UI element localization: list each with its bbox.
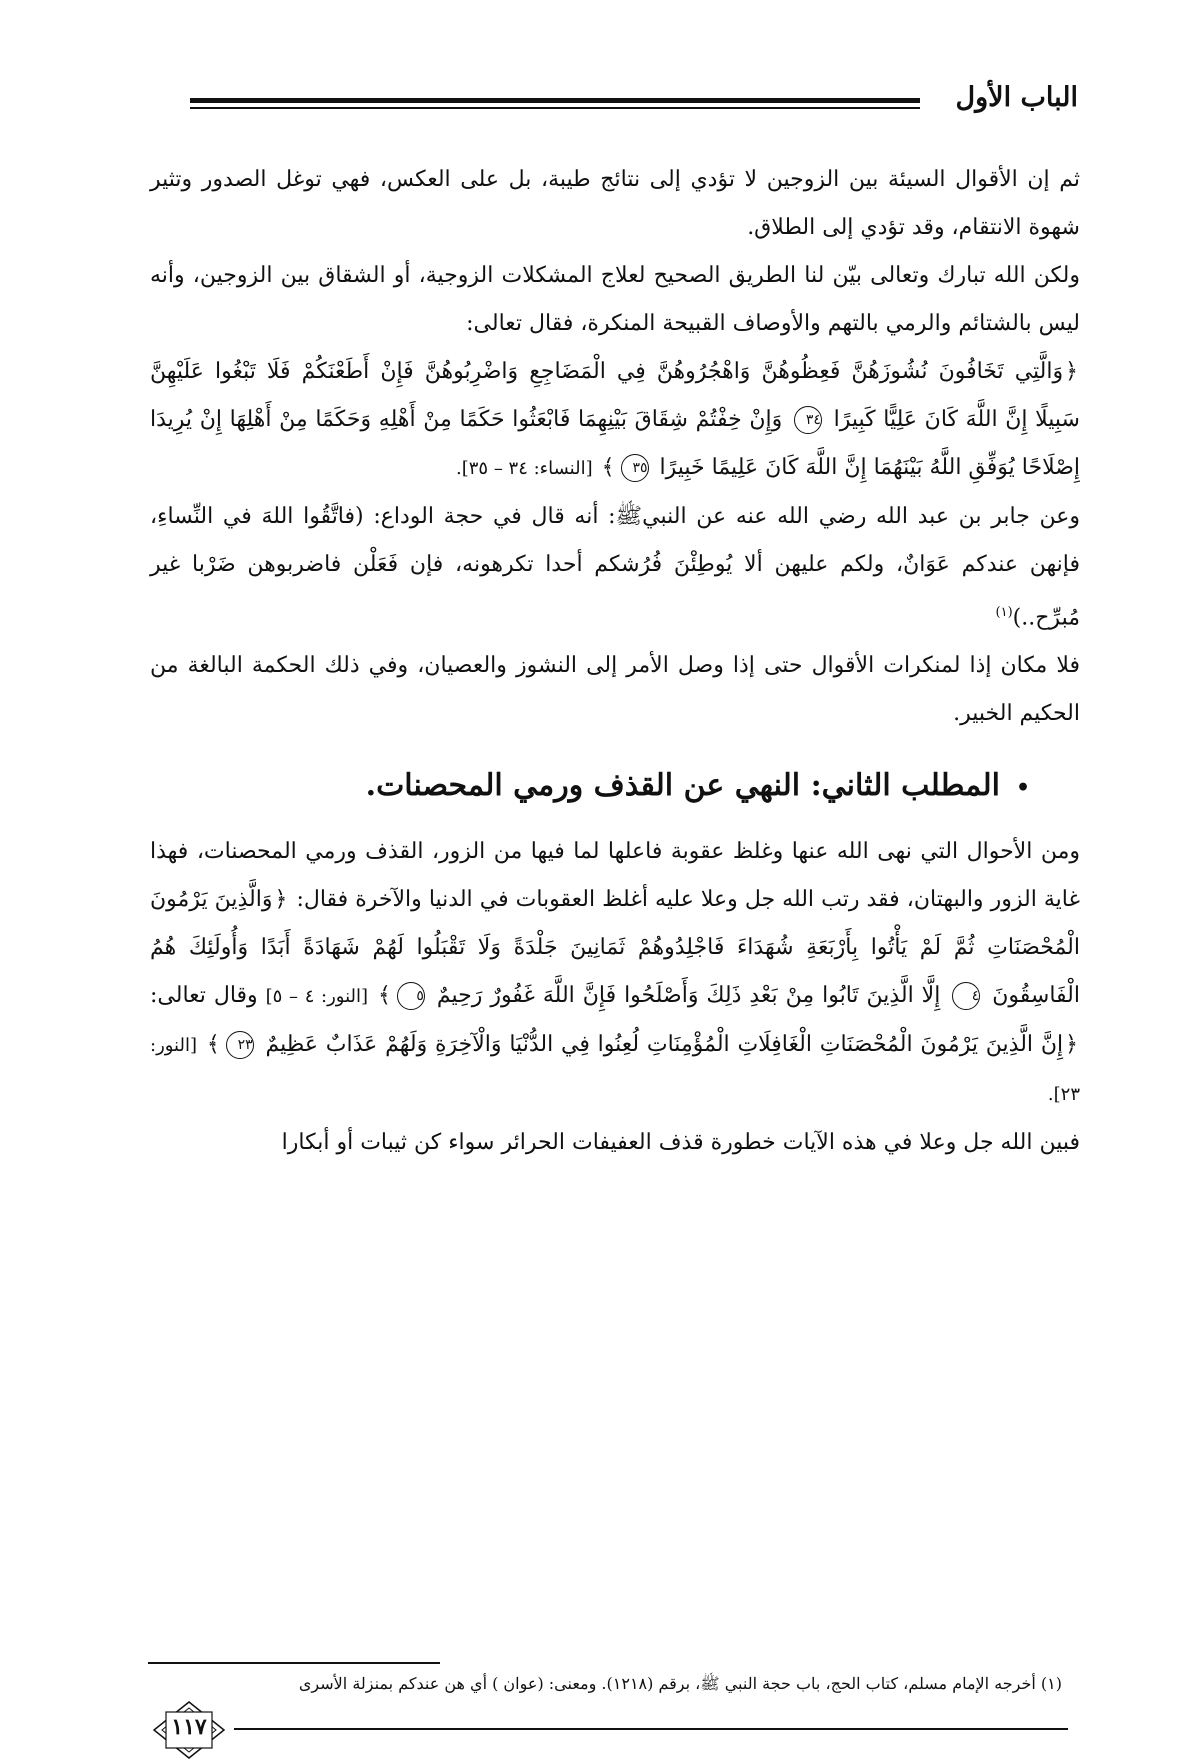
ornate-bracket-close: ﴾ xyxy=(206,1032,220,1058)
main-text xyxy=(150,156,1080,1167)
paragraph-text: وقال تعالى: xyxy=(150,983,258,1009)
verse-number-badge: ٣٥ xyxy=(621,454,649,482)
header-rule-thick xyxy=(190,98,920,103)
paragraph-text: ومن الأحوال التي نهى الله عنها وغلظ عقوبة فاعلها لما فيها من الزور، القذف ورمي المحصنات، فهذا غاية الزور والبهتان، فقد رتب الله جل وعلا عليه أغلظ العقوبات في الدنيا والآخرة فقال: xyxy=(150,839,1080,913)
paragraph xyxy=(150,828,1080,1119)
paragraph: فلا مكان إذا لمنكرات الأقوال حتى إذا وصل الأمر إلى النشوز والعصيان، وفي ذلك الحكمة البالغة من الحكيم الخبير. xyxy=(150,653,1080,727)
header-rule-thin xyxy=(190,107,920,109)
chapter-title: الباب الأول xyxy=(955,82,1078,113)
quran-verse-block xyxy=(150,348,1080,493)
verse-text: وَالَّذِينَ يَرْمُونَ الْمُحْصَنَاتِ ثُمَّ لَمْ يَأْتُوا بِأَرْبَعَةِ شُهَدَاءَ فَاجْلِدُوهُمْ ثَمَانِينَ جَلْدَةً وَلَا تَقْبَلُوا لَهُمْ شَهَادَةً أَبَدًا وَأُولَئِكَ هُمُ الْفَاسِقُونَ xyxy=(150,887,1080,1009)
verse-text: إِنَّ الَّذِينَ يَرْمُونَ الْمُحْصَنَاتِ الْغَافِلَاتِ الْمُؤْمِنَاتِ لُعِنُوا فِي الدُّنْيَا وَالْآخِرَةِ وَلَهُمْ عَذَابٌ عَظِيمٌ xyxy=(265,1032,1064,1058)
paragraph: فبين الله جل وعلا في هذه الآيات خطورة قذف العفيفات الحرائر سواء كن ثيبات أو أبكارا xyxy=(281,1130,1080,1156)
verse-text: وَإِنْ خِفْتُمْ شِقَاقَ بَيْنِهِمَا فَابْعَثُوا حَكَمًا مِنْ أَهْلِهِ وَحَكَمًا مِنْ أَهْلِهَا إِنْ يُرِيدَا إِصْلَاحًا يُوَفِّقِ اللَّهُ بَيْنَهُمَا إِنَّ اللَّهَ كَانَ عَلِيمًا خَبِيرًا xyxy=(150,407,1080,480)
verse-number-badge: ٥ xyxy=(397,982,425,1010)
hadith-text: وعن جابر بن عبد الله رضي الله عنه عن النبيﷺ: أنه قال في حجة الوداع: (فاتَّقُوا اللهَ في النِّساءِ، فإنهن عندكم عَوَانٌ، ولكم عليهن ألا يُوطِئْنَ فُرُشكم أحدا تكرهونه، فإن فَعَلْن فاضربوهن ضَرْبا غير مُبرِّح..) xyxy=(150,504,1080,631)
bullet-icon: • xyxy=(1015,775,1030,802)
page-footer xyxy=(152,1700,1068,1760)
footnote-marker: (١) xyxy=(995,605,1013,620)
verse-reference: [النور: ٢٣]. xyxy=(150,1035,1080,1106)
verse-reference: [النور: ٤ – ٥] xyxy=(265,986,369,1008)
verse-number-badge: ٢٣ xyxy=(226,1031,254,1059)
paragraph: ولكن الله تبارك وتعالى بيّن لنا الطريق الصحيح لعلاج المشكلات الزوجية، أو الشقاق بين الزوجين، وأنه ليس بالشتائم والرمي بالتهم والأوصاف القبيحة المنكرة، فقال تعالى: xyxy=(150,263,1080,336)
section-heading xyxy=(150,764,1080,810)
verse-number-badge: ٣٤ xyxy=(794,406,822,434)
paragraph xyxy=(150,493,1080,642)
paragraph: ثم إن الأقوال السيئة بين الزوجين لا تؤدي إلى نتائج طيبة، بل على العكس، فهي توغل الصدور وتثير شهوة الانتقام، وقد تؤدي إلى الطلاق. xyxy=(150,167,1080,240)
verse-text: وَالَّتِي تَخَافُونَ نُشُوزَهُنَّ فَعِظُوهُنَّ وَاهْجُرُوهُنَّ فِي الْمَضَاجِعِ وَاضْرِبُوهُنَّ فَإِنْ أَطَعْنَكُمْ فَلَا تَبْغُوا عَلَيْهِنَّ سَبِيلًا إِنَّ اللَّهَ كَانَ عَلِيًّا كَبِيرًا xyxy=(150,359,1080,432)
ornate-bracket-close: ﴾ xyxy=(601,455,615,480)
ornate-bracket-open: ﴿ xyxy=(1065,359,1078,384)
running-header xyxy=(190,82,1078,122)
section-heading-text: المطلب الثاني: النهي عن القذف ورمي المحصنات. xyxy=(365,768,1000,804)
ornate-bracket-open: ﴿ xyxy=(274,887,288,913)
page-number: ١١٧ xyxy=(171,1714,207,1740)
verse-reference: [النساء: ٣٤ – ٣٥]. xyxy=(456,458,593,479)
verse-text: إِلَّا الَّذِينَ تَابُوا مِنْ بَعْدِ ذَلِكَ وَأَصْلَحُوا فَإِنَّ اللَّهَ غَفُورٌ رَحِيمٌ xyxy=(436,983,941,1009)
footnote: (١) أخرجه الإمام مسلم، كتاب الحج، باب حجة النبي ﷺ، برقم (١٢١٨). ومعنى: (عوان ) أي هن عندكم بمنزلة الأسرى xyxy=(298,1674,1062,1693)
footer-rule xyxy=(234,1728,1068,1730)
footnote-separator xyxy=(148,1662,440,1664)
verse-number-badge: ٤ xyxy=(952,982,980,1010)
ornate-bracket-close: ﴾ xyxy=(378,983,391,1009)
ornate-bracket-open: ﴿ xyxy=(1065,1032,1078,1058)
